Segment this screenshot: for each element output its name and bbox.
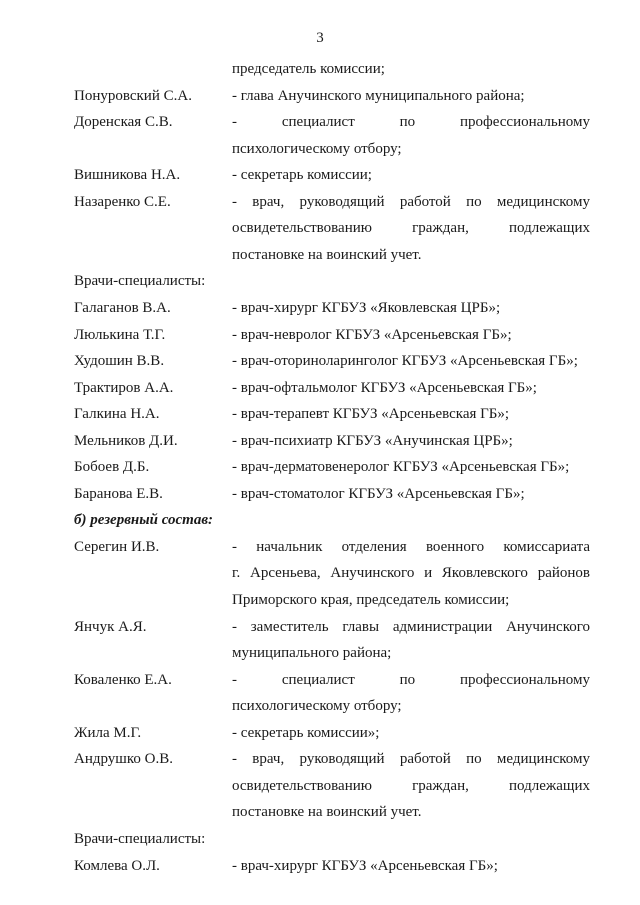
member-name: Коваленко Е.А.	[74, 671, 172, 688]
member-line	[0, 375, 640, 401]
member-line	[0, 640, 640, 666]
member-name: Жила М.Г.	[74, 724, 142, 741]
member-role: - врач, руководящий работой по медицинскому	[232, 751, 590, 768]
page-number: 3	[316, 30, 324, 46]
member-role: - секретарь комиссии»;	[232, 724, 380, 741]
specialists-heading: Врачи-специалисты:	[74, 830, 206, 847]
member-name: Люлькина Т.Г.	[74, 326, 166, 343]
member-role: - начальник отделения военного комиссариата	[232, 538, 590, 555]
member-line	[0, 773, 640, 799]
member-line	[0, 746, 640, 772]
member-name: Галкина Н.А.	[74, 406, 160, 423]
member-line	[0, 614, 640, 640]
member-role: председатель комиссии;	[232, 61, 385, 77]
member-line	[0, 428, 640, 454]
subsection-heading	[0, 268, 640, 294]
member-role: - специалист по профессиональному	[232, 114, 590, 131]
member-line	[0, 587, 640, 613]
member-role: психологическому отбору;	[232, 140, 402, 157]
member-line	[0, 481, 640, 507]
member-name: Доренская С.В.	[74, 114, 173, 131]
member-role: - врач-оториноларинголог КГБУЗ «Арсеньевская ГБ»;	[232, 353, 578, 370]
member-name: Понуровский С.А.	[74, 87, 192, 104]
member-role: освидетельствованию граждан, подлежащих	[232, 220, 590, 237]
reserve-composition-heading: б) резервный состав:	[74, 512, 214, 529]
member-name: Бобоев Д.Б.	[74, 459, 150, 476]
member-line	[0, 162, 640, 188]
member-line	[0, 322, 640, 348]
specialists-heading: Врачи-специалисты:	[74, 273, 206, 290]
member-name: Баранова Е.В.	[74, 485, 163, 502]
member-name: Галаганов В.А.	[74, 299, 171, 316]
member-name: Трактиров А.А.	[74, 379, 174, 396]
member-name: Комлева О.Л.	[74, 857, 160, 874]
member-name: Назаренко С.Е.	[74, 193, 171, 210]
member-line	[0, 799, 640, 825]
member-role: - врач-дерматовенеролог КГБУЗ «Арсеньевская ГБ»;	[232, 459, 570, 476]
member-name: Серегин И.В.	[74, 538, 160, 555]
member-role: муниципального района;	[232, 645, 392, 662]
member-role: психологическому отбору;	[232, 698, 402, 715]
member-role: - врач-невролог КГБУЗ «Арсеньевская ГБ»;	[232, 326, 512, 343]
member-role: постановке на воинский учет.	[232, 804, 422, 821]
section-heading	[0, 507, 640, 533]
member-role: - врач-психиатр КГБУЗ «Анучинская ЦРБ»;	[232, 432, 513, 449]
subsection-heading	[0, 826, 640, 852]
member-role: - врач-хирург КГБУЗ «Яковлевская ЦРБ»;	[232, 299, 501, 316]
member-role: - врач-хирург КГБУЗ «Арсеньевская ГБ»;	[232, 857, 498, 874]
member-line	[0, 109, 640, 135]
member-line	[0, 215, 640, 241]
member-name: Вишникова Н.А.	[74, 167, 181, 184]
member-line	[0, 348, 640, 374]
member-name: Янчук А.Я.	[74, 618, 147, 635]
member-line	[0, 667, 640, 693]
member-line	[0, 560, 640, 586]
member-line	[0, 189, 640, 215]
member-name: Андрушко О.В.	[74, 751, 173, 768]
member-role: - секретарь комиссии;	[232, 167, 372, 184]
member-role: - врач-терапевт КГБУЗ «Арсеньевская ГБ»;	[232, 406, 510, 423]
member-role: постановке на воинский учет.	[232, 246, 422, 263]
member-line	[0, 720, 640, 746]
member-line	[0, 454, 640, 480]
member-role: Приморского края, председатель комиссии;	[232, 592, 510, 608]
member-name: Мельников Д.И.	[74, 432, 178, 449]
member-line	[0, 853, 640, 879]
member-role: - глава Анучинского муниципального района;	[232, 87, 525, 104]
member-line	[0, 83, 640, 109]
member-line	[0, 56, 640, 82]
member-role: - врач-стоматолог КГБУЗ «Арсеньевская ГБ»;	[232, 485, 525, 502]
member-role: - специалист по профессиональному	[232, 671, 590, 688]
member-line	[0, 401, 640, 427]
member-line	[0, 295, 640, 321]
member-role: - заместитель главы администрации Анучинского	[232, 618, 590, 635]
member-name: Худошин В.В.	[74, 353, 165, 370]
member-role: г. Арсеньева, Анучинского и Яковлевского районов	[232, 565, 590, 582]
member-line	[0, 534, 640, 560]
member-role: - врач, руководящий работой по медицинскому	[232, 193, 590, 210]
member-line	[0, 242, 640, 268]
member-line	[0, 136, 640, 162]
member-role: - врач-офтальмолог КГБУЗ «Арсеньевская ГБ»;	[232, 379, 537, 396]
member-line	[0, 693, 640, 719]
member-role: освидетельствованию граждан, подлежащих	[232, 777, 590, 794]
